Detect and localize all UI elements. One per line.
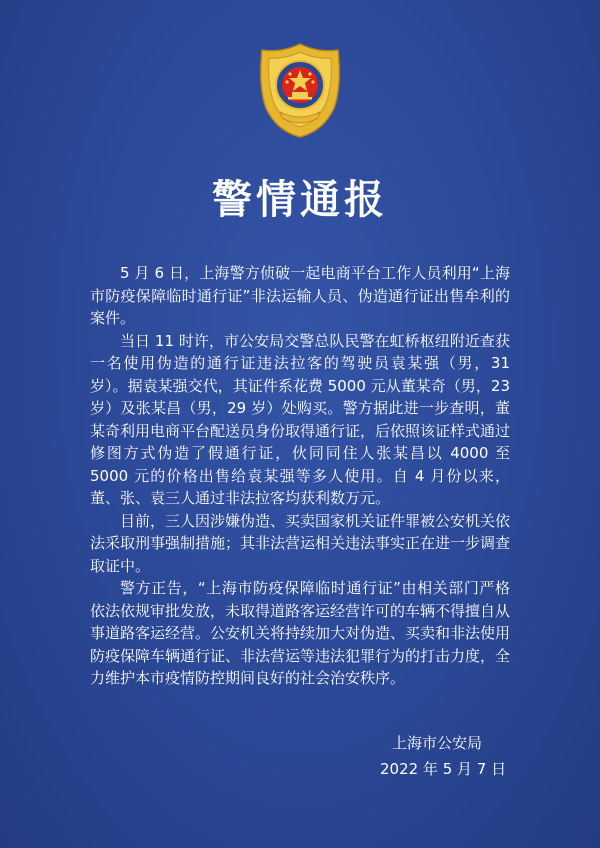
signature-org: 上海市公安局: [392, 734, 483, 752]
notice-paragraph: 5 月 6 日，上海警方侦破一起电商平台工作人员利用“上海市防疫保障临时通行证”非法运输人员、伪造通行证出售牟利的案件。: [90, 264, 510, 327]
signature-block: [380, 730, 530, 782]
signature-date: 2022 年 5 月 7 日: [380, 760, 507, 778]
notice-paragraph: 警方正告，“上海市防疫保障临时通行证”由相关部门严格依法依规审批发放，未取得道路客运经营许可的车辆不得擅自从事道路客运经营。公安机关将持续加大对伪造、买卖和非法使用防疫保障车辆通行证、非法营运等违法犯罪行为的打击力度，全力维护本市疫情防控期间良好的社会治安秩序。: [90, 579, 511, 687]
notice-body: [90, 262, 510, 690]
notice-paragraph: 当日 11 时许，市公安局交警总队民警在虹桥枢纽附近查获一名使用伪造的通行证违法拉客的驾驶员袁某强（男，31 岁）。据袁某强交代，其证件系花费 5000 元从董某奇（男，23 岁）及张某昌（男，29 岁）处购买。警方据此进一步查明，董某奇利用电商平台配送员身份取得通行证，后依照该证样式通过修图方式伪造了假通行证，伙同同住人张某昌以 4000 至 5000 元的价格出售给袁某强等多人使用。自 4 月份以来，董、张、袁三人通过非法拉客均获利数万元。: [90, 331, 511, 507]
police-emblem-icon: [250, 40, 350, 140]
notice-title: 警情通报: [212, 177, 388, 223]
notice-paragraph: 目前，三人因涉嫌伪造、买卖国家机关证件罪被公安机关依法采取刑事强制措施；其非法营运相关违法事实正在进一步调查取证中。: [90, 511, 511, 575]
